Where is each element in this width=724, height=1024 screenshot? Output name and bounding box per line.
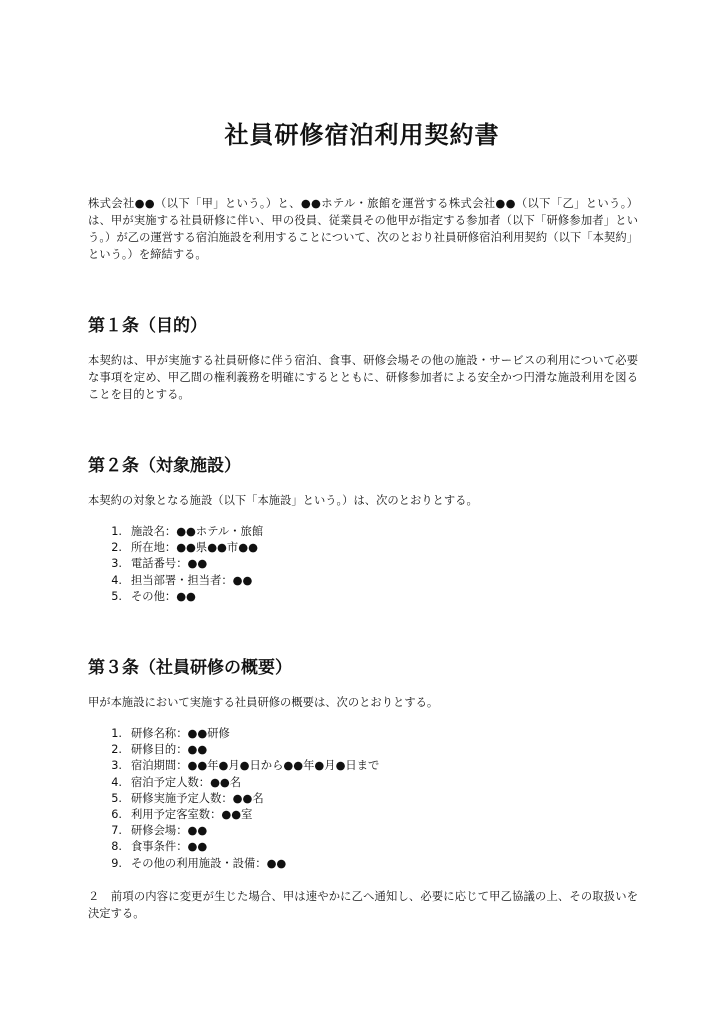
- list-item: 2. 所在地：●●県●●市●●: [111, 541, 258, 555]
- list-item: 6. 利用予定客室数：●●室: [111, 807, 253, 821]
- list-item: 9. その他の利用施設・設備：●●: [111, 856, 287, 870]
- list-item: 3. 宿泊期間：●●年●月●日から●●年●月●日まで: [111, 759, 380, 773]
- list-item: 4. 宿泊予定人数：●●名: [111, 775, 242, 789]
- article-1-heading: 第１条（目的）: [88, 316, 207, 336]
- article-3-list: [88, 726, 608, 872]
- list-item: 5. 研修実施予定人数：●●名: [111, 791, 264, 805]
- article-1-body: 本契約は、甲が実施する社員研修に伴う宿泊、食事、研修会場その他の施設・サービスの利用について必要な事項を定め、甲乙間の権利義務を明確にするとともに、研修参加者による安全かつ円滑な施設利用を図ることを目的とする。: [88, 354, 638, 401]
- list-item: 1. 施設名：●●ホテル・旅館: [111, 525, 264, 538]
- list-item: 1. 研修名称：●●研修: [111, 727, 230, 740]
- list-item: 2. 研修目的：●●: [111, 743, 208, 757]
- article-3-paragraph-2: ２ 前項の内容に変更が生じた場合、甲は速やかに乙へ通知し、必要に応じて甲乙協議の上、その取扱いを決定する。: [88, 890, 638, 920]
- article-2-heading: 第２条（対象施設）: [88, 456, 241, 476]
- list-item: 8. 食事条件：●●: [111, 840, 208, 854]
- list-item: 7. 研修会場：●●: [111, 824, 208, 838]
- list-item: 4. 担当部署・担当者：●●: [111, 573, 253, 587]
- article-3-body: 甲が本施設において実施する社員研修の概要は、次のとおりとする。: [88, 696, 439, 709]
- article-3-heading: 第３条（社員研修の概要）: [88, 658, 292, 678]
- list-item: 5. その他：●●: [111, 589, 196, 603]
- document-title: 社員研修宿泊利用契約書: [224, 121, 500, 149]
- article-2-body: 本契約の対象となる施設（以下「本施設」という。）は、次のとおりとする。: [88, 494, 478, 507]
- article-2-list: [88, 524, 608, 605]
- preamble-paragraph: 株式会社●●（以下「甲」という。）と、●●ホテル・旅館を運営する株式会社●●（以下「乙」という。）は、甲が実施する社員研修に伴い、甲の役員、従業員その他甲が指定する参加者（以下「研修参加者」という。）が乙の運営する宿泊施設を利用することについて、次のとおり社員研修宿泊利用契約（以下「本契約」という。）を締結する。: [88, 197, 638, 261]
- list-item: 3. 電話番号：●●: [111, 557, 208, 571]
